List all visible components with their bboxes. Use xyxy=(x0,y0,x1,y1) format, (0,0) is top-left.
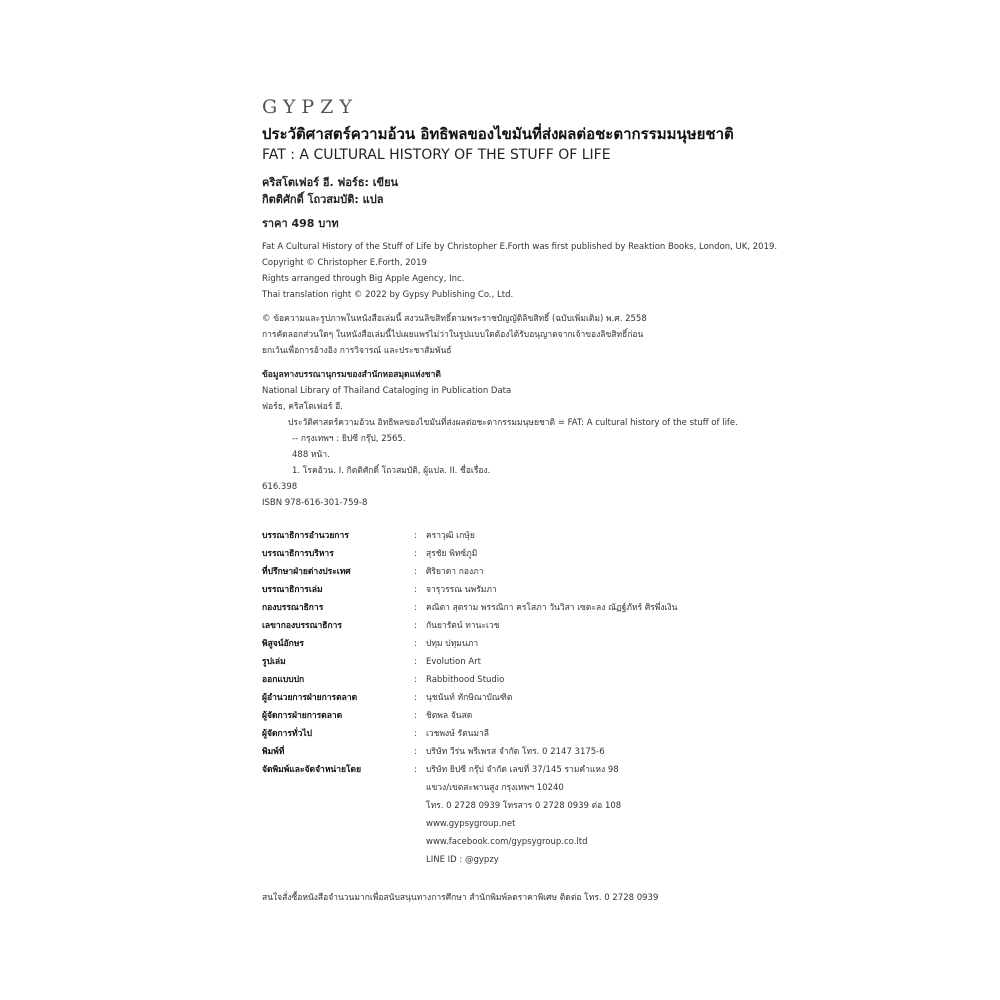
staff-colon: : xyxy=(414,711,417,721)
staff-role: ผู้อำนวยการฝ่ายการตลาด xyxy=(262,693,358,703)
staff-role: จัดพิมพ์และจัดจำหน่ายโดย xyxy=(262,765,362,775)
publisher-contact xyxy=(262,779,762,869)
staff-colon: : xyxy=(414,621,417,631)
contact-line: แขวง/เขตสะพานสูง กรุงเทพฯ 10240 xyxy=(426,783,564,793)
staff-colon: : xyxy=(414,603,417,613)
staff-value: เวชพงษ์ รัตนมาลี xyxy=(426,729,489,739)
staff-role: ผู้จัดการฝ่ายการตลาด xyxy=(262,711,343,721)
staff-value: นุชนันท์ ทักษิณาบัณฑิต xyxy=(426,693,513,703)
staff-colon: : xyxy=(414,531,417,541)
staff-role: บรรณาธิการอำนวยการ xyxy=(262,531,349,541)
cataloging-pages: 488 หน้า. xyxy=(292,450,330,460)
staff-colon: : xyxy=(414,765,417,775)
staff-colon: : xyxy=(414,639,417,649)
copyright-notice xyxy=(262,311,762,359)
rights-block xyxy=(262,239,778,303)
staff-row xyxy=(262,671,762,689)
staff-colon: : xyxy=(414,567,417,577)
staff-row xyxy=(262,761,762,779)
staff-colon: : xyxy=(414,549,417,559)
cataloging-imprint: -- กรุงเทพฯ : ยิปซี กรุ๊ป, 2565. xyxy=(292,434,406,444)
cataloging-author: ฟอร์ธ, คริสโตเฟอร์ อี. xyxy=(262,402,343,412)
staff-row xyxy=(262,581,762,599)
staff-value: กันยารัตน์ ทานะเวช xyxy=(426,621,500,631)
staff-row xyxy=(262,653,762,671)
staff-colon: : xyxy=(414,585,417,595)
notice-line: ยกเว้นเพื่อการอ้างอิง การวิจารณ์ และประชาสัมพันธ์ xyxy=(262,346,452,356)
cataloging-heading-english: National Library of Thailand Cataloging in Publication Data xyxy=(262,386,512,396)
notice-line: การคัดลอกส่วนใดๆ ในหนังสือเล่มนี้ไปเผยแพร่ไม่ว่าในรูปแบบใดต้องได้รับอนุญาตจากเจ้าของลิขสิทธิ์ก่อน xyxy=(262,330,644,340)
staff-row xyxy=(262,527,762,545)
cataloging-subjects: 1. โรคอ้วน. I. กิตติศักดิ์ โถวสมบัติ, ผู้แปล. II. ชื่อเรื่อง. xyxy=(292,466,491,476)
rights-line: Thai translation right © 2022 by Gypsy Publishing Co., Ltd. xyxy=(262,290,514,300)
staff-role: ที่ปรึกษาฝ่ายต่างประเทศ xyxy=(262,567,351,577)
book-title-english: FAT : A CULTURAL HISTORY OF THE STUFF OF LIFE xyxy=(262,147,611,163)
staff-row xyxy=(262,563,762,581)
staff-colon: : xyxy=(414,747,417,757)
staff-colon: : xyxy=(414,693,417,703)
staff-row xyxy=(262,635,762,653)
staff-value: ชิตพล จันสด xyxy=(426,711,473,721)
footer-note: สนใจสั่งซื้อหนังสือจำนวนมากเพื่อสนับสนุนทางการศึกษา สำนักพิมพ์ลดราคาพิเศษ ติดต่อ โทร. 0 2728 0939 xyxy=(262,893,659,903)
author-credit: คริสโตเฟอร์ อี. ฟอร์ธ: เขียน xyxy=(262,176,399,189)
cataloging-class-number: 616.398 xyxy=(262,482,298,492)
staff-colon: : xyxy=(414,657,417,667)
staff-row xyxy=(262,725,762,743)
staff-value: ศิริยาดา กองภา xyxy=(426,567,484,577)
staff-row xyxy=(262,599,762,617)
staff-value: ปทุม ปทุมนภา xyxy=(426,639,479,649)
staff-role: รูปเล่ม xyxy=(262,657,286,667)
contact-line: www.facebook.com/gypsygroup.co.ltd xyxy=(426,837,588,847)
price: ราคา 498 บาท xyxy=(262,217,339,230)
staff-role: บรรณาธิการเล่ม xyxy=(262,585,323,595)
publisher-logo: GYPZY xyxy=(262,96,358,118)
staff-value: บริษัท ยิปซี กรุ๊ป จำกัด เลขที่ 37/145 รามคำแหง 98 xyxy=(426,765,619,775)
staff-row xyxy=(262,545,762,563)
contact-line: www.gypsygroup.net xyxy=(426,819,516,829)
staff-role: ออกแบบปก xyxy=(262,675,305,685)
staff-row xyxy=(262,617,762,635)
staff-role: กองบรรณาธิการ xyxy=(262,603,324,613)
book-title-thai: ประวัติศาสตร์ความอ้วน อิทธิพลของไขมันที่ส่งผลต่อชะตากรรมมนุษยชาติ xyxy=(262,125,734,143)
rights-line: Copyright © Christopher E.Forth, 2019 xyxy=(262,258,427,268)
staff-value: Evolution Art xyxy=(426,657,481,667)
cataloging-block xyxy=(262,367,762,511)
staff-role: พิมพ์ที่ xyxy=(262,747,285,757)
staff-value: จารุวรรณ นพรัมภา xyxy=(426,585,497,595)
staff-role: เลขากองบรรณาธิการ xyxy=(262,621,342,631)
rights-line: Rights arranged through Big Apple Agency, Inc. xyxy=(262,274,465,284)
staff-role: ผู้จัดการทั่วไป xyxy=(262,729,313,739)
staff-row xyxy=(262,743,762,761)
cataloging-title: ประวัติศาสตร์ความอ้วน อิทธิพลของไขมันที่ส่งผลต่อชะตากรรมมนุษยชาติ = FAT: A cultural history of the stuff of life. xyxy=(288,418,738,428)
staff-value: คราวุฒิ เกษุ้ย xyxy=(426,531,475,541)
notice-line: © ข้อความและรูปภาพในหนังสือเล่มนี้ สงวนลิขสิทธิ์ตามพระราชบัญญัติลิขสิทธิ์ (ฉบับเพิ่มเติม) พ.ศ. 2558 xyxy=(262,314,647,324)
copyright-page xyxy=(262,96,778,905)
staff-value: บริษัท วีร่น พรีเพรส จำกัด โทร. 0 2147 3175-6 xyxy=(426,747,605,757)
contact-line: โทร. 0 2728 0939 โทรสาร 0 2728 0939 ต่อ 108 xyxy=(426,801,622,811)
staff-value: Rabbithood Studio xyxy=(426,675,505,685)
staff-colon: : xyxy=(414,675,417,685)
staff-row xyxy=(262,689,762,707)
staff-colon: : xyxy=(414,729,417,739)
staff-role: พิสูจน์อักษร xyxy=(262,639,305,649)
contact-line: LINE ID : @gypzy xyxy=(426,855,499,865)
staff-list xyxy=(262,527,762,779)
staff-value: สุรชัย พิทซ์ภูมิ xyxy=(426,549,478,559)
staff-row xyxy=(262,707,762,725)
staff-value: คณิตา สุตราม พรรณิกา ครโสภา วันวิสา เซตะลง ณัฏฐ์ภัทร์ ศิรพึ่งเงิน xyxy=(426,603,678,613)
cataloging-heading-thai: ข้อมูลทางบรรณานุกรมของสำนักหอสมุดแห่งชาติ xyxy=(262,370,441,380)
isbn: ISBN 978-616-301-759-8 xyxy=(262,498,368,508)
staff-role: บรรณาธิการบริหาร xyxy=(262,549,334,559)
rights-line: Fat A Cultural History of the Stuff of Life by Christopher E.Forth was first published by Reaktion Books, London, UK, 2019. xyxy=(262,242,778,252)
translator-credit: กิตติศักดิ์ โถวสมบัติ: แปล xyxy=(262,193,384,206)
